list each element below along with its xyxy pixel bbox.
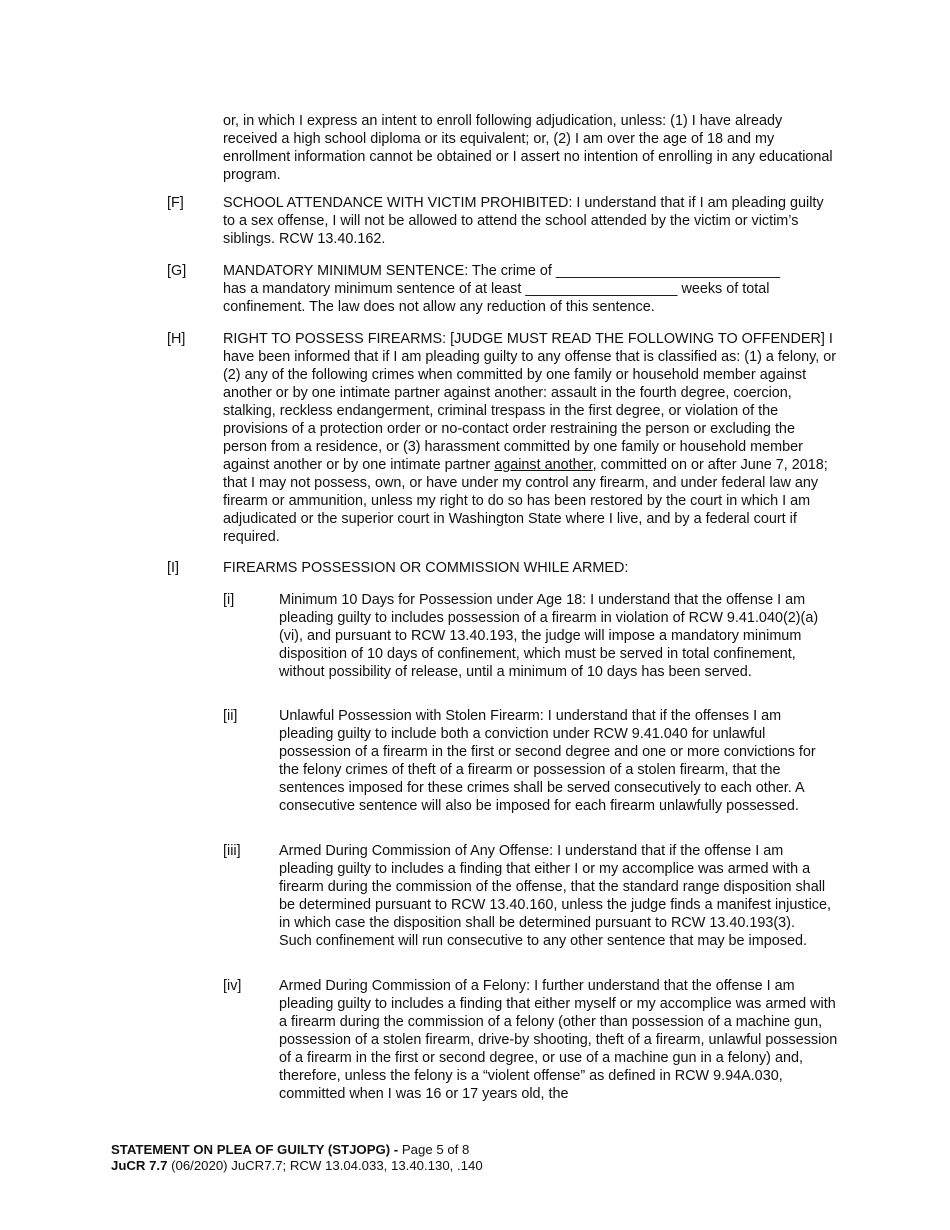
section-h-text-after: , committed on or after June 7, 2018; that I may not possess, own, or have under my control any firearm, and under federal law any firearm or ammunition, unless my right to do so has been restored by the court in which I am adjudicated or the superior court in Washington State where I live, and by a federal court if required.: [223, 457, 828, 545]
subsection-i-text-block: [279, 591, 839, 681]
section-i-heading: FIREARMS POSSESSION OR COMMISSION WHILE ARMED:: [223, 560, 629, 576]
crime-name-blank: ____________________________: [555, 263, 781, 279]
footer-line-1: [111, 1142, 483, 1158]
subsection-ii-text: Unlawful Possession with Stolen Firearm: I understand that if the offenses I am pleading guilty to include both a conviction under RCW 9.41.040 for unlawful possession of a firearm in the first or second degree and one or more convictions for the felony crimes of theft of a firearm or possession of a stolen firearm, that the sentences imposed for these crimes shall be served consecutively to each other. A consecutive sentence will also be imposed for each firearm unlawfully possessed.: [279, 708, 816, 814]
section-f-text: SCHOOL ATTENDANCE WITH VICTIM PROHIBITED: I understand that if I am pleading guilty to a sex offense, I will not be allowed to attend the school attended by the victim or victim’s siblings. RCW 13.40.162.: [223, 195, 824, 247]
section-g-part3: weeks of total confinement. The law does not allow any reduction of this sentence.: [223, 281, 770, 315]
subsection-iii-text: Armed During Commission of Any Offense: I understand that if the offense I am pleading guilty to includes a finding that either I or my accomplice was armed with a firearm during the commission of the offense, that the standard range disposition shall be determined pursuant to RCW 13.40.160, unless the judge finds a manifest injustice, in which case the disposition shall be determined pursuant to RCW 13.40.193(3). Such confinement will run consecutive to any other sentence that may be imposed.: [279, 843, 831, 949]
section-h-label: [H]: [167, 331, 186, 347]
footer-rule-number: JuCR 7.7: [111, 1158, 168, 1173]
section-h-text: [223, 330, 839, 546]
subsection-iv-text-block: [279, 977, 839, 1103]
intro-text: or, in which I express an intent to enroll following adjudication, unless: (1) I have already received a high school diploma or its equivalent; or, (2) I am over the age of 18 and my enrollment information cannot be obtained or I assert no intention of enrolling in any educational program.: [223, 113, 833, 183]
subsection-i-label: [i]: [223, 592, 235, 608]
footer-line-2: [111, 1158, 483, 1174]
section-g-part2: has a mandatory minimum sentence of at least: [223, 281, 522, 297]
section-h-underlined: against another: [494, 457, 593, 473]
footer-rule-citation: (06/2020) JuCR7.7; RCW 13.04.033, 13.40.130, .140: [171, 1158, 483, 1173]
footer-page-number: Page 5 of 8: [401, 1142, 470, 1157]
subsection-iii-text-block: [279, 842, 831, 950]
section-g-text-block: [223, 262, 823, 316]
section-g-label: [G]: [167, 263, 187, 279]
page-footer: [111, 1142, 483, 1174]
subsection-ii-text-block: [279, 707, 827, 815]
subsection-iv-text: Armed During Commission of a Felony: I further understand that the offense I am pleading guilty to includes a finding that either myself or my accomplice was armed with a firearm during the commission of a felony (other than possession of a machine gun, possession of a stolen firearm, drive-by shooting, theft of a firearm, unlawful possession of a firearm in the first or second degree, or use of a machine gun in a felony) and, therefore, unless the felony is a “violent offense” as defined in RCW 9.94A.030, committed when I was 16 or 17 years old, the: [279, 978, 838, 1102]
section-i-heading-block: [223, 559, 835, 577]
subsection-iii-label: [iii]: [223, 843, 241, 859]
section-h-text-before: RIGHT TO POSSESS FIREARMS: [JUDGE MUST READ THE FOLLOWING TO OFFENDER] I have been informed that if I am pleading guilty to any offense that is classified as: (1) a felony, or (2) any of the following crimes when committed by one family or household member against another or by one intimate partner against another: assault in the fourth degree, coercion, stalking, reckless endangerment, criminal trespass in the first degree, or violation of the provisions of a protection order or no-contact order restraining the person or excluding the person from a residence, or (3) harassment committed by one family or household member against another or by one intimate partner: [223, 331, 837, 473]
footer-form-title: STATEMENT ON PLEA OF GUILTY (STJOPG) -: [111, 1142, 399, 1157]
intro-paragraph: [223, 112, 835, 184]
subsection-ii-label: [ii]: [223, 708, 238, 724]
section-f-text-block: [223, 194, 837, 248]
subsection-i-text: Minimum 10 Days for Possession under Age 18: I understand that the offense I am pleading guilty to includes possession of a firearm in violation of RCW 9.41.040(2)(a)(vi), and pursuant to RCW 13.40.193, the judge will impose a mandatory minimum disposition of 10 days of confinement, which must be served in total confinement, without possibility of release, until a minimum of 10 days has been served.: [279, 592, 819, 680]
weeks-blank: ___________________: [525, 281, 678, 297]
section-g-part1: MANDATORY MINIMUM SENTENCE: The crime of: [223, 263, 552, 279]
subsection-iv-label: [iv]: [223, 978, 242, 994]
section-h-text-block: [223, 330, 839, 546]
section-g-text: [223, 262, 823, 316]
section-i-label: [I]: [167, 560, 179, 576]
section-f-label: [F]: [167, 195, 184, 211]
